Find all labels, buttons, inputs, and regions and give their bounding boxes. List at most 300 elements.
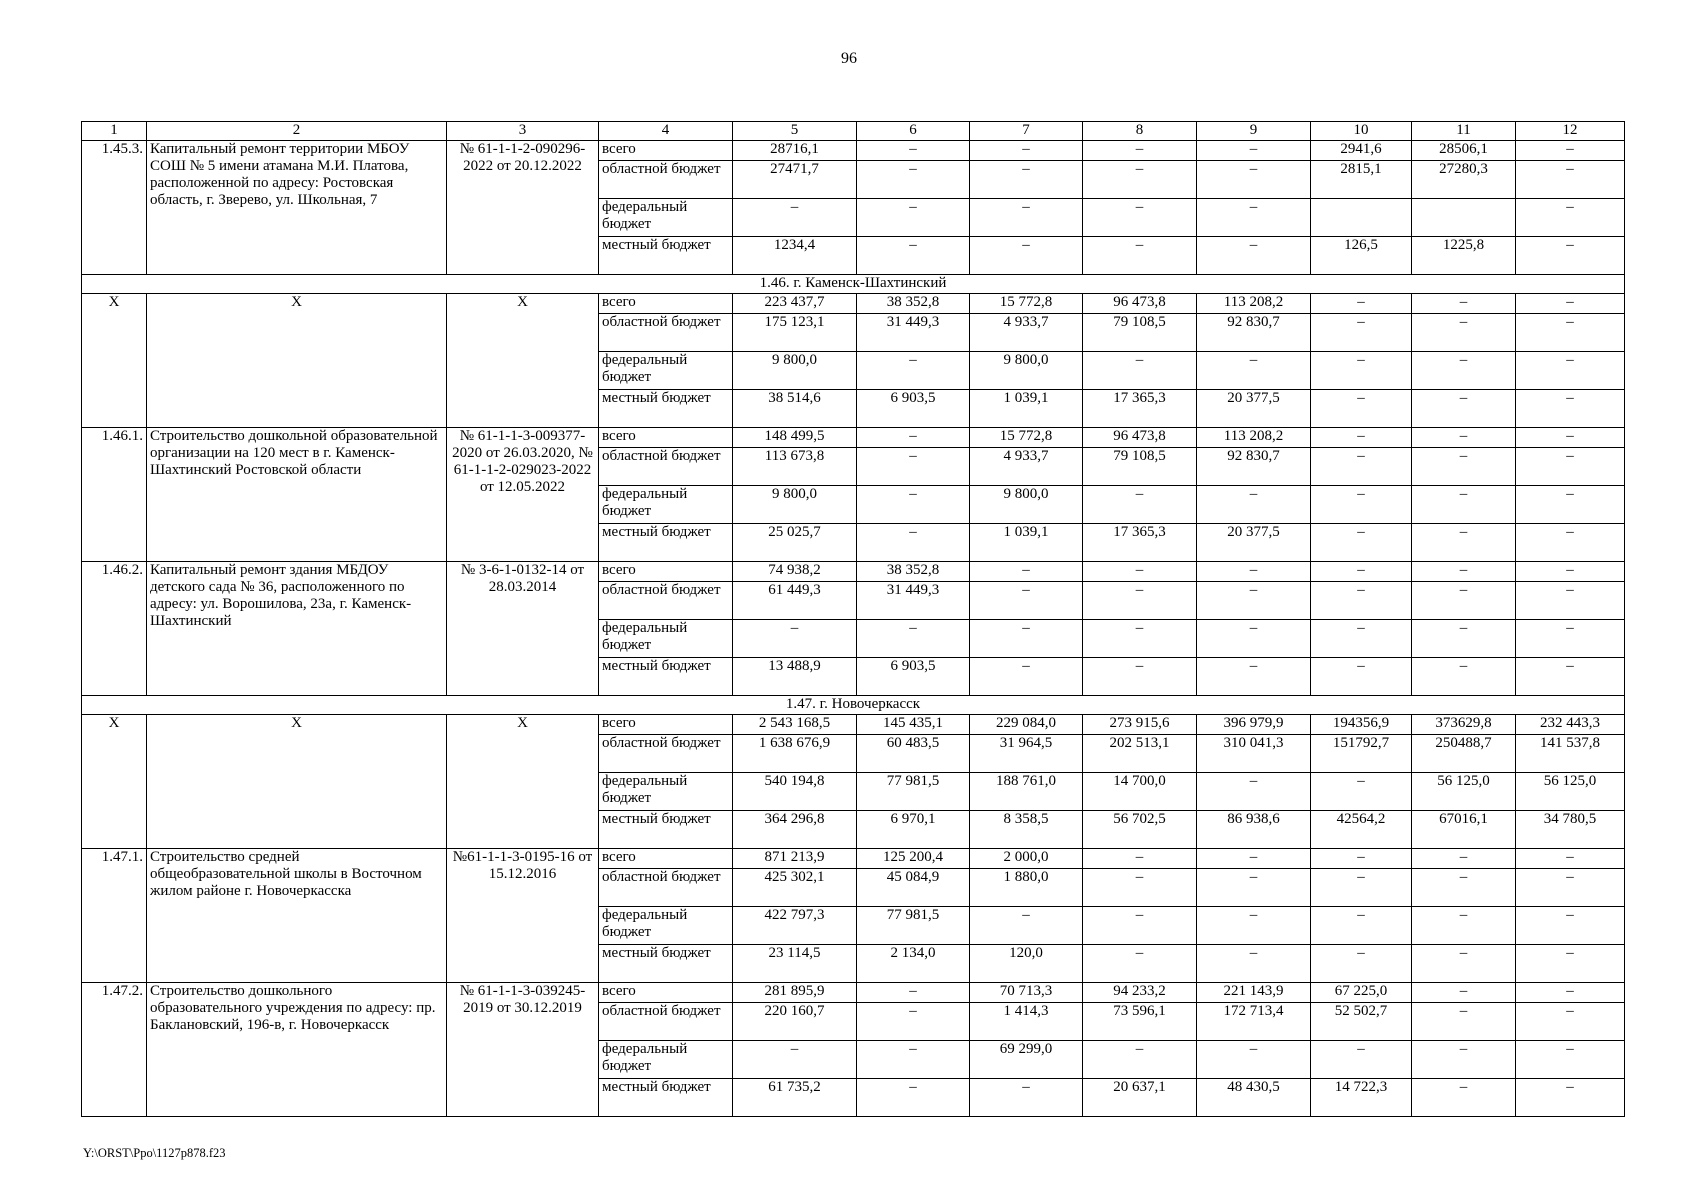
value-cell: 28506,1 xyxy=(1412,141,1516,161)
item-document: X xyxy=(447,294,599,428)
value-cell: – xyxy=(1083,141,1197,161)
value-cell: 38 514,6 xyxy=(733,390,857,428)
value-cell: 9 800,0 xyxy=(733,486,857,524)
value-cell: 17 365,3 xyxy=(1083,524,1197,562)
value-cell: – xyxy=(1311,907,1412,945)
value-cell: – xyxy=(1197,773,1311,811)
item-document: № 3-6-1-0132-14 от 28.03.2014 xyxy=(447,562,599,696)
column-number: 6 xyxy=(857,122,970,141)
value-cell: – xyxy=(1197,849,1311,869)
value-cell: 2815,1 xyxy=(1311,161,1412,199)
funding-source: местный бюджет xyxy=(599,237,733,275)
value-cell: – xyxy=(1412,562,1516,582)
funding-source: федеральный бюджет xyxy=(599,199,733,237)
value-cell: 27471,7 xyxy=(733,161,857,199)
value-cell: 96 473,8 xyxy=(1083,294,1197,314)
value-cell: – xyxy=(1516,141,1625,161)
funding-source: местный бюджет xyxy=(599,524,733,562)
value-cell: – xyxy=(857,524,970,562)
value-cell: 194356,9 xyxy=(1311,715,1412,735)
value-cell: 1 414,3 xyxy=(970,1003,1083,1041)
value-cell: 148 499,5 xyxy=(733,428,857,448)
value-cell: – xyxy=(1311,352,1412,390)
value-cell: 120,0 xyxy=(970,945,1083,983)
value-cell: 60 483,5 xyxy=(857,735,970,773)
value-cell: – xyxy=(1083,352,1197,390)
item-name: Строительство дошкольной образовательной организации на 120 мест в г. Каменск-Шахтинский Ростовской области xyxy=(147,428,447,562)
value-cell: – xyxy=(1412,448,1516,486)
value-cell: 20 377,5 xyxy=(1197,524,1311,562)
value-cell: 202 513,1 xyxy=(1083,735,1197,773)
column-number: 1 xyxy=(82,122,147,141)
value-cell: 74 938,2 xyxy=(733,562,857,582)
funding-source: областной бюджет xyxy=(599,869,733,907)
item-number: 1.47.2. xyxy=(82,983,147,1117)
item-document: №61-1-1-3-0195-16 от 15.12.2016 xyxy=(447,849,599,983)
funding-source: федеральный бюджет xyxy=(599,1041,733,1079)
value-cell: – xyxy=(970,562,1083,582)
funding-source: всего xyxy=(599,983,733,1003)
value-cell: 1234,4 xyxy=(733,237,857,275)
value-cell: – xyxy=(857,237,970,275)
value-cell: 310 041,3 xyxy=(1197,735,1311,773)
value-cell: 6 903,5 xyxy=(857,658,970,696)
value-cell: – xyxy=(1516,869,1625,907)
value-cell: – xyxy=(1083,199,1197,237)
value-cell: 9 800,0 xyxy=(970,486,1083,524)
value-cell: – xyxy=(1311,658,1412,696)
value-cell: 31 964,5 xyxy=(970,735,1083,773)
value-cell: – xyxy=(1083,907,1197,945)
table-row xyxy=(82,294,1625,314)
funding-source: всего xyxy=(599,294,733,314)
funding-source: местный бюджет xyxy=(599,658,733,696)
item-document: X xyxy=(447,715,599,849)
value-cell: 14 700,0 xyxy=(1083,773,1197,811)
value-cell: 145 435,1 xyxy=(857,715,970,735)
value-cell: – xyxy=(1516,294,1625,314)
value-cell: – xyxy=(1412,907,1516,945)
value-cell: – xyxy=(970,237,1083,275)
value-cell: – xyxy=(1516,1041,1625,1079)
value-cell: – xyxy=(1197,352,1311,390)
value-cell: – xyxy=(1516,582,1625,620)
value-cell: – xyxy=(1516,983,1625,1003)
value-cell: – xyxy=(1083,237,1197,275)
value-cell: – xyxy=(1412,620,1516,658)
value-cell: 52 502,7 xyxy=(1311,1003,1412,1041)
funding-source: местный бюджет xyxy=(599,811,733,849)
value-cell: – xyxy=(1516,199,1625,237)
value-cell: – xyxy=(1412,352,1516,390)
value-cell: – xyxy=(1516,1079,1625,1117)
value-cell: 61 449,3 xyxy=(733,582,857,620)
value-cell: – xyxy=(1516,237,1625,275)
value-cell: – xyxy=(1516,448,1625,486)
value-cell: 9 800,0 xyxy=(733,352,857,390)
value-cell: – xyxy=(1083,849,1197,869)
item-name: Строительство средней общеобразовательной школы в Восточном жилом районе г. Новочеркасска xyxy=(147,849,447,983)
value-cell: 221 143,9 xyxy=(1197,983,1311,1003)
value-cell: 188 761,0 xyxy=(970,773,1083,811)
value-cell: 141 537,8 xyxy=(1516,735,1625,773)
value-cell: 1 039,1 xyxy=(970,524,1083,562)
item-name: X xyxy=(147,715,447,849)
value-cell: – xyxy=(733,620,857,658)
value-cell: 27280,3 xyxy=(1412,161,1516,199)
value-cell: 31 449,3 xyxy=(857,314,970,352)
value-cell: 14 722,3 xyxy=(1311,1079,1412,1117)
value-cell: 871 213,9 xyxy=(733,849,857,869)
value-cell: – xyxy=(1083,1041,1197,1079)
section-row xyxy=(82,696,1625,715)
value-cell: – xyxy=(1412,658,1516,696)
item-number: X xyxy=(82,715,147,849)
value-cell: 151792,7 xyxy=(1311,735,1412,773)
item-name: Строительство дошкольного образовательного учреждения по адресу: пр. Баклановский, 196-в, г. Новочеркасск xyxy=(147,983,447,1117)
value-cell: – xyxy=(1516,658,1625,696)
item-document: № 61-1-1-3-039245-2019 от 30.12.2019 xyxy=(447,983,599,1117)
value-cell: – xyxy=(970,620,1083,658)
value-cell: – xyxy=(1311,582,1412,620)
value-cell: 13 488,9 xyxy=(733,658,857,696)
funding-source: местный бюджет xyxy=(599,390,733,428)
value-cell: – xyxy=(1516,562,1625,582)
value-cell: 175 123,1 xyxy=(733,314,857,352)
value-cell: 229 084,0 xyxy=(970,715,1083,735)
funding-source: федеральный бюджет xyxy=(599,907,733,945)
value-cell: 113 208,2 xyxy=(1197,428,1311,448)
value-cell: – xyxy=(1083,582,1197,620)
value-cell: – xyxy=(970,582,1083,620)
column-number-row xyxy=(82,122,1625,141)
value-cell: 34 780,5 xyxy=(1516,811,1625,849)
value-cell: 220 160,7 xyxy=(733,1003,857,1041)
funding-source: местный бюджет xyxy=(599,945,733,983)
value-cell: 56 125,0 xyxy=(1516,773,1625,811)
value-cell: – xyxy=(1311,849,1412,869)
value-cell: 6 970,1 xyxy=(857,811,970,849)
funding-source: областной бюджет xyxy=(599,735,733,773)
column-number: 4 xyxy=(599,122,733,141)
value-cell: 86 938,6 xyxy=(1197,811,1311,849)
value-cell: 92 830,7 xyxy=(1197,314,1311,352)
table-row xyxy=(82,562,1625,582)
item-number: 1.45.3. xyxy=(82,141,147,275)
section-title: 1.47. г. Новочеркасск xyxy=(82,696,1625,715)
value-cell xyxy=(1311,199,1412,237)
table-row xyxy=(82,849,1625,869)
funding-source: областной бюджет xyxy=(599,161,733,199)
value-cell: – xyxy=(1197,486,1311,524)
table-row xyxy=(82,983,1625,1003)
value-cell: 31 449,3 xyxy=(857,582,970,620)
value-cell: – xyxy=(857,428,970,448)
value-cell: – xyxy=(1311,1041,1412,1079)
funding-source: всего xyxy=(599,428,733,448)
value-cell: – xyxy=(970,199,1083,237)
funding-source: областной бюджет xyxy=(599,314,733,352)
column-number: 7 xyxy=(970,122,1083,141)
value-cell: – xyxy=(1516,620,1625,658)
column-number: 2 xyxy=(147,122,447,141)
value-cell: – xyxy=(1197,161,1311,199)
value-cell: 422 797,3 xyxy=(733,907,857,945)
value-cell: 77 981,5 xyxy=(857,773,970,811)
value-cell: – xyxy=(1311,314,1412,352)
value-cell: – xyxy=(1412,582,1516,620)
value-cell: 20 637,1 xyxy=(1083,1079,1197,1117)
value-cell: 23 114,5 xyxy=(733,945,857,983)
value-cell: – xyxy=(1083,945,1197,983)
value-cell: – xyxy=(1516,390,1625,428)
value-cell: 4 933,7 xyxy=(970,314,1083,352)
value-cell: – xyxy=(1083,562,1197,582)
value-cell: – xyxy=(857,1041,970,1079)
value-cell: 56 702,5 xyxy=(1083,811,1197,849)
value-cell: – xyxy=(857,983,970,1003)
section-row xyxy=(82,275,1625,294)
value-cell: – xyxy=(1311,524,1412,562)
funding-source: федеральный бюджет xyxy=(599,486,733,524)
value-cell: 1 039,1 xyxy=(970,390,1083,428)
budget-table xyxy=(81,121,1625,1117)
value-cell: 2 000,0 xyxy=(970,849,1083,869)
funding-source: областной бюджет xyxy=(599,448,733,486)
value-cell: 396 979,9 xyxy=(1197,715,1311,735)
value-cell: – xyxy=(1412,849,1516,869)
value-cell: 69 299,0 xyxy=(970,1041,1083,1079)
value-cell: – xyxy=(857,1079,970,1117)
value-cell: – xyxy=(1412,524,1516,562)
funding-source: всего xyxy=(599,849,733,869)
value-cell: – xyxy=(1516,428,1625,448)
value-cell: – xyxy=(1197,562,1311,582)
value-cell: – xyxy=(1412,428,1516,448)
value-cell: – xyxy=(1412,1041,1516,1079)
value-cell: 20 377,5 xyxy=(1197,390,1311,428)
column-number: 8 xyxy=(1083,122,1197,141)
value-cell: – xyxy=(1197,869,1311,907)
value-cell: 273 915,6 xyxy=(1083,715,1197,735)
value-cell: 9 800,0 xyxy=(970,352,1083,390)
value-cell: 79 108,5 xyxy=(1083,314,1197,352)
value-cell: – xyxy=(1516,314,1625,352)
value-cell: – xyxy=(1083,869,1197,907)
value-cell: – xyxy=(1083,620,1197,658)
item-name: Капитальный ремонт территории МБОУ СОШ № 5 имени атамана М.И. Платова, расположенной по адресу: Ростовская область, г. Зверево, ул. Школьная, 7 xyxy=(147,141,447,275)
value-cell: – xyxy=(970,907,1083,945)
value-cell: – xyxy=(1412,869,1516,907)
value-cell: 113 208,2 xyxy=(1197,294,1311,314)
value-cell: 223 437,7 xyxy=(733,294,857,314)
value-cell: 56 125,0 xyxy=(1412,773,1516,811)
item-name: Капитальный ремонт здания МБДОУ детского сада № 36, расположенного по адресу: ул. Ворошилова, 23а, г. Каменск-Шахтинский xyxy=(147,562,447,696)
value-cell: 2 543 168,5 xyxy=(733,715,857,735)
value-cell: 540 194,8 xyxy=(733,773,857,811)
column-number: 5 xyxy=(733,122,857,141)
value-cell: 67016,1 xyxy=(1412,811,1516,849)
value-cell: – xyxy=(1412,945,1516,983)
value-cell: 28716,1 xyxy=(733,141,857,161)
value-cell: – xyxy=(1311,620,1412,658)
value-cell: – xyxy=(857,486,970,524)
value-cell: – xyxy=(1197,141,1311,161)
value-cell: – xyxy=(1516,907,1625,945)
value-cell: – xyxy=(1311,390,1412,428)
item-number: 1.46.2. xyxy=(82,562,147,696)
section-title: 1.46. г. Каменск-Шахтинский xyxy=(82,275,1625,294)
value-cell: 77 981,5 xyxy=(857,907,970,945)
item-document: № 61-1-1-3-009377-2020 от 26.03.2020, № 61-1-1-2-029023-2022 от 12.05.2022 xyxy=(447,428,599,562)
value-cell: 113 673,8 xyxy=(733,448,857,486)
value-cell: – xyxy=(1412,983,1516,1003)
value-cell: 17 365,3 xyxy=(1083,390,1197,428)
value-cell: 1 638 676,9 xyxy=(733,735,857,773)
value-cell: – xyxy=(1412,294,1516,314)
value-cell: – xyxy=(1412,1079,1516,1117)
value-cell: – xyxy=(1311,486,1412,524)
item-number: X xyxy=(82,294,147,428)
value-cell: – xyxy=(857,448,970,486)
value-cell: – xyxy=(1311,773,1412,811)
value-cell: 126,5 xyxy=(1311,237,1412,275)
value-cell: – xyxy=(857,141,970,161)
value-cell: 8 358,5 xyxy=(970,811,1083,849)
funding-source: областной бюджет xyxy=(599,582,733,620)
value-cell: 250488,7 xyxy=(1412,735,1516,773)
value-cell: – xyxy=(1516,352,1625,390)
column-number: 11 xyxy=(1412,122,1516,141)
value-cell: – xyxy=(970,658,1083,696)
value-cell: 1 880,0 xyxy=(970,869,1083,907)
value-cell: – xyxy=(857,352,970,390)
table-row xyxy=(82,715,1625,735)
value-cell: 38 352,8 xyxy=(857,562,970,582)
value-cell: 373629,8 xyxy=(1412,715,1516,735)
value-cell: – xyxy=(970,1079,1083,1117)
value-cell: 232 443,3 xyxy=(1516,715,1625,735)
value-cell: 425 302,1 xyxy=(733,869,857,907)
value-cell: – xyxy=(1197,199,1311,237)
value-cell: – xyxy=(733,1041,857,1079)
value-cell: – xyxy=(1197,907,1311,945)
value-cell: – xyxy=(857,161,970,199)
value-cell: 92 830,7 xyxy=(1197,448,1311,486)
value-cell: 70 713,3 xyxy=(970,983,1083,1003)
value-cell: – xyxy=(1083,658,1197,696)
value-cell: – xyxy=(857,1003,970,1041)
value-cell: – xyxy=(857,199,970,237)
value-cell: 79 108,5 xyxy=(1083,448,1197,486)
value-cell: 172 713,4 xyxy=(1197,1003,1311,1041)
funding-source: местный бюджет xyxy=(599,1079,733,1117)
page-number: 96 xyxy=(841,50,857,67)
value-cell: 25 025,7 xyxy=(733,524,857,562)
value-cell: – xyxy=(1516,524,1625,562)
value-cell: – xyxy=(1311,294,1412,314)
column-number: 10 xyxy=(1311,122,1412,141)
value-cell: – xyxy=(733,199,857,237)
value-cell: – xyxy=(970,141,1083,161)
value-cell: 1225,8 xyxy=(1412,237,1516,275)
value-cell: – xyxy=(1311,448,1412,486)
value-cell: 45 084,9 xyxy=(857,869,970,907)
item-name: X xyxy=(147,294,447,428)
value-cell: – xyxy=(1311,562,1412,582)
value-cell: – xyxy=(1516,849,1625,869)
value-cell: – xyxy=(1197,1041,1311,1079)
value-cell: – xyxy=(1197,658,1311,696)
value-cell: 281 895,9 xyxy=(733,983,857,1003)
value-cell: 15 772,8 xyxy=(970,428,1083,448)
value-cell: – xyxy=(1083,161,1197,199)
funding-source: всего xyxy=(599,141,733,161)
value-cell: – xyxy=(857,620,970,658)
funding-source: федеральный бюджет xyxy=(599,773,733,811)
column-number: 12 xyxy=(1516,122,1625,141)
value-cell: 96 473,8 xyxy=(1083,428,1197,448)
value-cell: 48 430,5 xyxy=(1197,1079,1311,1117)
value-cell: – xyxy=(1311,869,1412,907)
value-cell: – xyxy=(1197,237,1311,275)
funding-source: всего xyxy=(599,715,733,735)
value-cell: 61 735,2 xyxy=(733,1079,857,1117)
value-cell: 73 596,1 xyxy=(1083,1003,1197,1041)
value-cell: 94 233,2 xyxy=(1083,983,1197,1003)
value-cell: – xyxy=(1516,486,1625,524)
value-cell: – xyxy=(1516,1003,1625,1041)
value-cell: – xyxy=(1412,486,1516,524)
value-cell: – xyxy=(1412,390,1516,428)
value-cell: 6 903,5 xyxy=(857,390,970,428)
value-cell: – xyxy=(1197,620,1311,658)
column-number: 9 xyxy=(1197,122,1311,141)
value-cell: – xyxy=(1083,486,1197,524)
value-cell: 2941,6 xyxy=(1311,141,1412,161)
value-cell: – xyxy=(1516,161,1625,199)
file-path-footer: Y:\ORST\Ppo\1127p878.f23 xyxy=(83,1146,226,1160)
value-cell: – xyxy=(1197,582,1311,620)
value-cell xyxy=(1412,199,1516,237)
item-number: 1.46.1. xyxy=(82,428,147,562)
value-cell: 42564,2 xyxy=(1311,811,1412,849)
value-cell: – xyxy=(1412,314,1516,352)
value-cell: 38 352,8 xyxy=(857,294,970,314)
value-cell: – xyxy=(1516,945,1625,983)
value-cell: – xyxy=(1412,1003,1516,1041)
funding-source: областной бюджет xyxy=(599,1003,733,1041)
funding-source: федеральный бюджет xyxy=(599,620,733,658)
value-cell: – xyxy=(1197,945,1311,983)
value-cell: 15 772,8 xyxy=(970,294,1083,314)
value-cell: 67 225,0 xyxy=(1311,983,1412,1003)
value-cell: 125 200,4 xyxy=(857,849,970,869)
table-row xyxy=(82,428,1625,448)
column-number: 3 xyxy=(447,122,599,141)
value-cell: 2 134,0 xyxy=(857,945,970,983)
item-number: 1.47.1. xyxy=(82,849,147,983)
value-cell: 4 933,7 xyxy=(970,448,1083,486)
funding-source: всего xyxy=(599,562,733,582)
value-cell: – xyxy=(1311,428,1412,448)
value-cell: 364 296,8 xyxy=(733,811,857,849)
value-cell: – xyxy=(1311,945,1412,983)
table-row xyxy=(82,141,1625,161)
funding-source: федеральный бюджет xyxy=(599,352,733,390)
item-document: № 61-1-1-2-090296-2022 от 20.12.2022 xyxy=(447,141,599,275)
value-cell: – xyxy=(970,161,1083,199)
